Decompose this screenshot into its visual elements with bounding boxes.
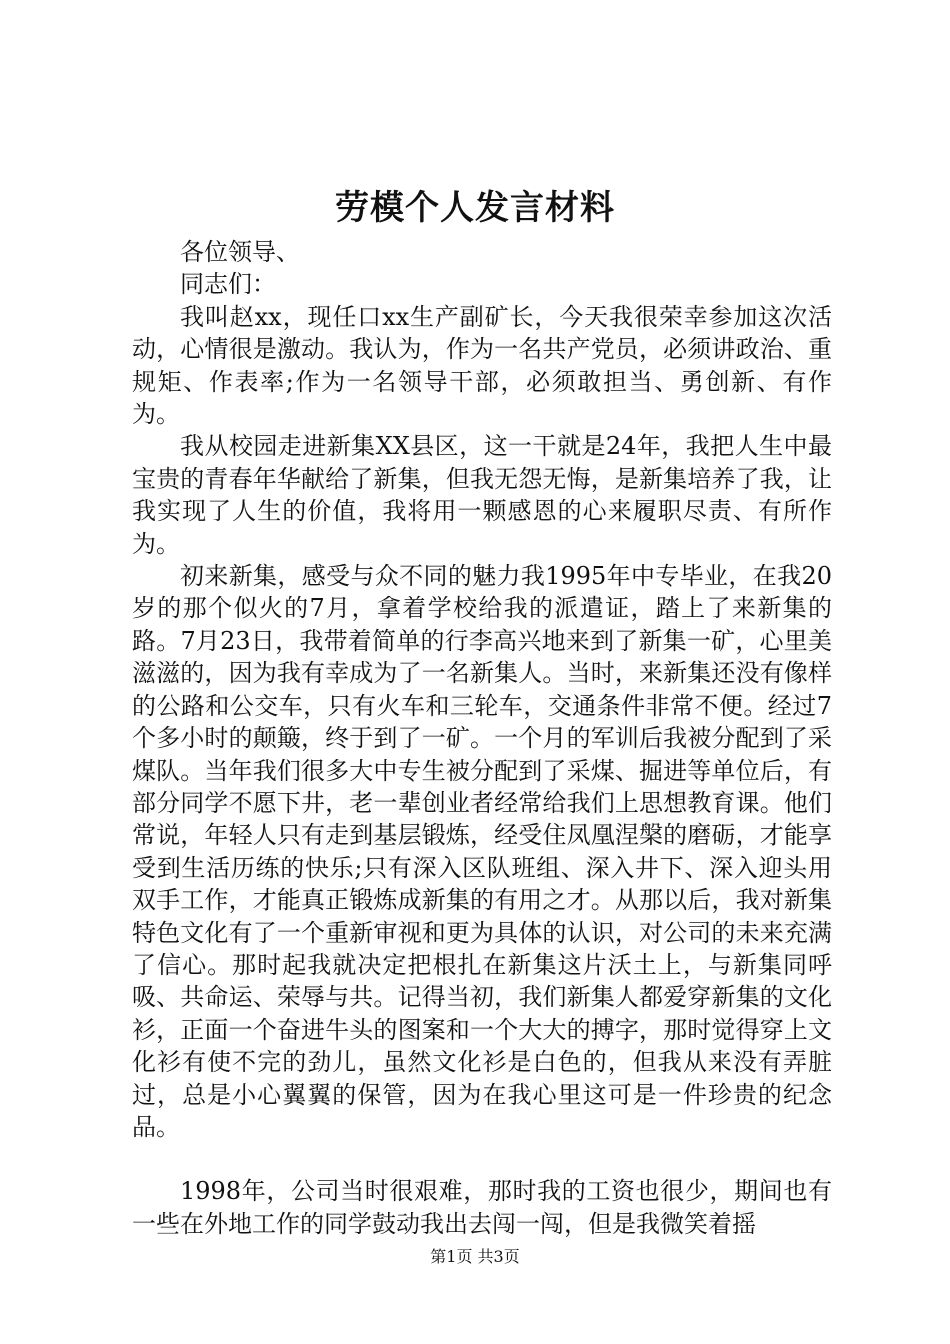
greeting-line: 同志们：	[180, 270, 276, 299]
greeting-line: 各位领导、	[180, 238, 300, 266]
paragraph-1998: 1998年，公司当时很艰难，那时我的工资也很少，期间也有一些在外地工作的同学鼓动我出去闯一闯，但是我微笑着摇	[132, 1177, 832, 1238]
paragraph-intro: 我叫赵xx，现任口xx生产副矿长，今天我很荣幸参加这次活动，心情很是激动。我认为，作为一名共产党员，必须讲政治、重规矩、作表率;作为一名领导干部，必须敢担当、勇创新、有作为。	[132, 302, 832, 429]
paragraph-arrival: 初来新集，感受与众不同的魅力我1995年中专毕业，在我20岁的那个似火的7月，拿着学校给我的派遣证，踏上了来新集的路。7月23日，我带着简单的行李高兴地来到了新集一矿，心里美滋滋的，因为我有幸成为了一名新集人。当时，来新集还没有像样的公路和公交车，只有火车和三轮车，交通条件非常不便。经过7个多小时的颠簸，终于到了一矿。一个月的军训后我被分配到了采煤队。当年我们很多大中专生被分配到了采煤、掘进等单位后，有部分同学不愿下井，老一辈创业者经常给我们上思想教育课。他们常说，年轻人只有走到基层锻炼，经受住凤凰涅槃的磨砺，才能享受到生活历练的快乐;只有深入区队班组、深入井下、深入迎头用双手工作，才能真正锻炼成新集的有用之才。从那以后，我对新集特色文化有了一个重新审视和更为具体的认识，对公司的未来充满了信心。那时起我就决定把根扎在新集这片沃土上，与新集同呼吸、共命运、荣辱与共。记得当初，我们新集人都爱穿新集的文化衫，正面一个奋进牛头的图案和一个大大的搏字，那时觉得穿上文化衫有使不完的劲儿，虽然文化衫是白色的，但我从来没有弄脏过，总是小心翼翼的保管，因为在我心里这可是一件珍贵的纪念品。	[132, 562, 832, 1141]
document-body	[132, 236, 832, 1240]
page-number-footer: 第1页 共3页	[430, 1247, 520, 1266]
paragraph-career: 我从校园走进新集XX县区，这一干就是24年，我把人生中最宝贵的青春年华献给了新集，但我无怨无悔，是新集培养了我，让我实现了人生的价值，我将用一颗感恩的心来履职尽责、有所作为。	[132, 432, 832, 558]
document-title: 劳模个人发言材料	[335, 188, 615, 228]
